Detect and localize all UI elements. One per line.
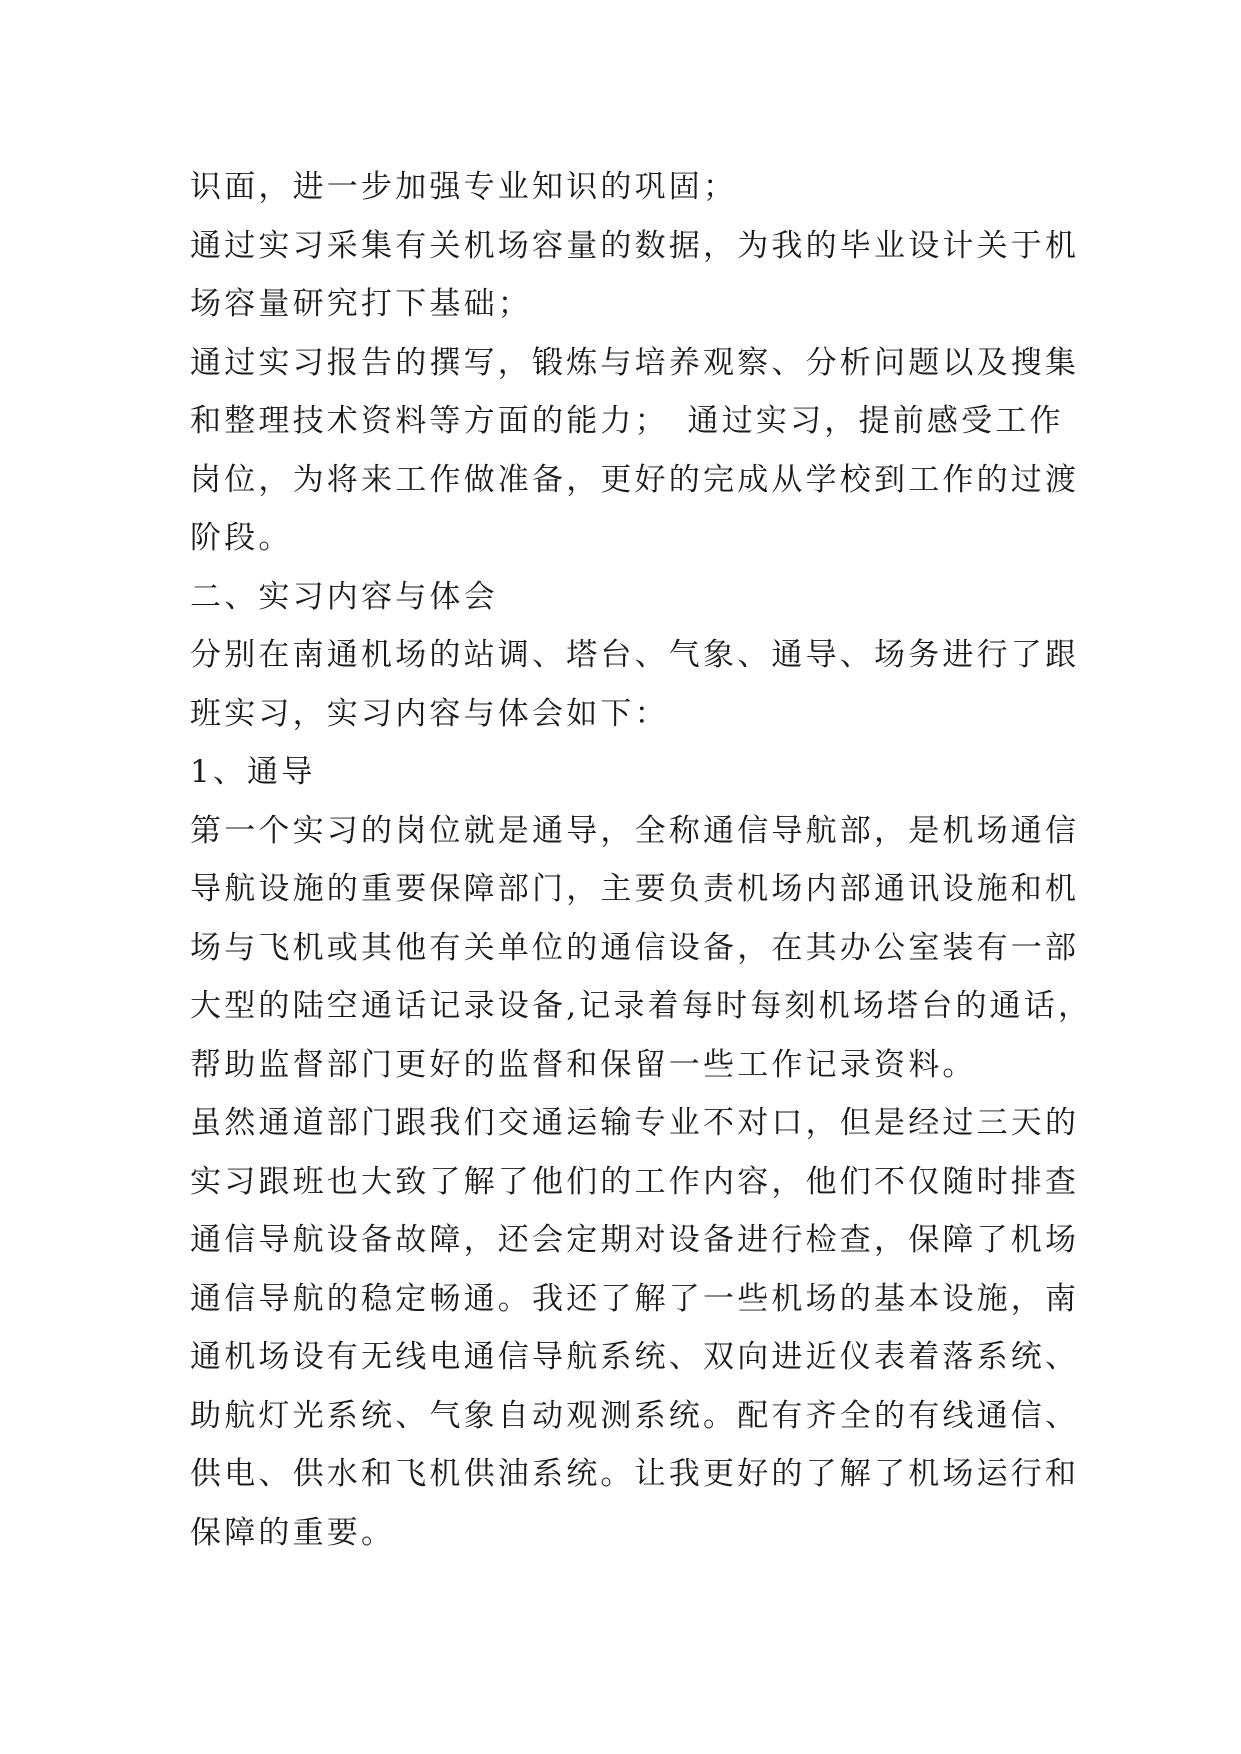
text-line: 供电、供水和飞机供油系统。让我更好的了解了机场运行和 — [190, 1456, 1080, 1492]
section-heading: 二、实习内容与体会 — [190, 578, 498, 615]
text-line: 通信导航的稳定畅通。我还了解了一些机场的基本设施，南 — [190, 1280, 1080, 1317]
text-line: 识面，进一步加强专业知识的巩固； — [190, 169, 738, 205]
subsection-heading: 1、通导 — [190, 754, 316, 790]
text-line: 班实习，实习内容与体会如下： — [190, 695, 669, 732]
text-line: 通机场设有无线电通信导航系统、双向进近仪表着落系统、 — [190, 1339, 1080, 1375]
text-line: 通信导航设备故障，还会定期对设备进行检查，保障了机场 — [190, 1222, 1080, 1258]
text-line: 虽然通道部门跟我们交通运输专业不对口，但是经过三天的 — [190, 1105, 1080, 1141]
text-line: 分别在南通机场的站调、塔台、气象、通导、场务进行了跟 — [190, 637, 1080, 673]
text-line: 助航灯光系统、气象自动观测系统。配有齐全的有线通信、 — [190, 1397, 1080, 1434]
text-line: 实习跟班也大致了解了他们的工作内容，他们不仅随时排查 — [190, 1163, 1080, 1200]
text-line: 通过实习采集有关机场容量的数据，为我的毕业设计关于机 — [190, 227, 1080, 264]
text-line: 大型的陆空通话记录设备,记录着每时每刻机场塔台的通话， — [190, 988, 1093, 1024]
text-line: 阶段。 — [190, 520, 293, 556]
text-line: 和整理技术资料等方面的能力； 通过实习，提前感受工作 — [190, 403, 1064, 439]
text-line: 保障的重要。 — [190, 1514, 396, 1551]
document-body — [190, 158, 1093, 1562]
text-line: 通过实习报告的撰写，锻炼与培养观察、分析问题以及搜集 — [190, 344, 1080, 381]
text-line: 帮助监督部门更好的监督和保留一些工作记录资料。 — [190, 1046, 977, 1083]
text-line: 岗位，为将来工作做准备，更好的完成从学校到工作的过渡 — [190, 461, 1080, 498]
text-line: 场容量研究打下基础； — [190, 286, 532, 322]
text-line: 导航设施的重要保障部门，主要负责机场内部通讯设施和机 — [190, 871, 1080, 907]
text-line: 第一个实习的岗位就是通导，全称通信导航部，是机场通信 — [190, 812, 1080, 849]
text-line: 场与飞机或其他有关单位的通信设备，在其办公室装有一部 — [190, 929, 1080, 966]
